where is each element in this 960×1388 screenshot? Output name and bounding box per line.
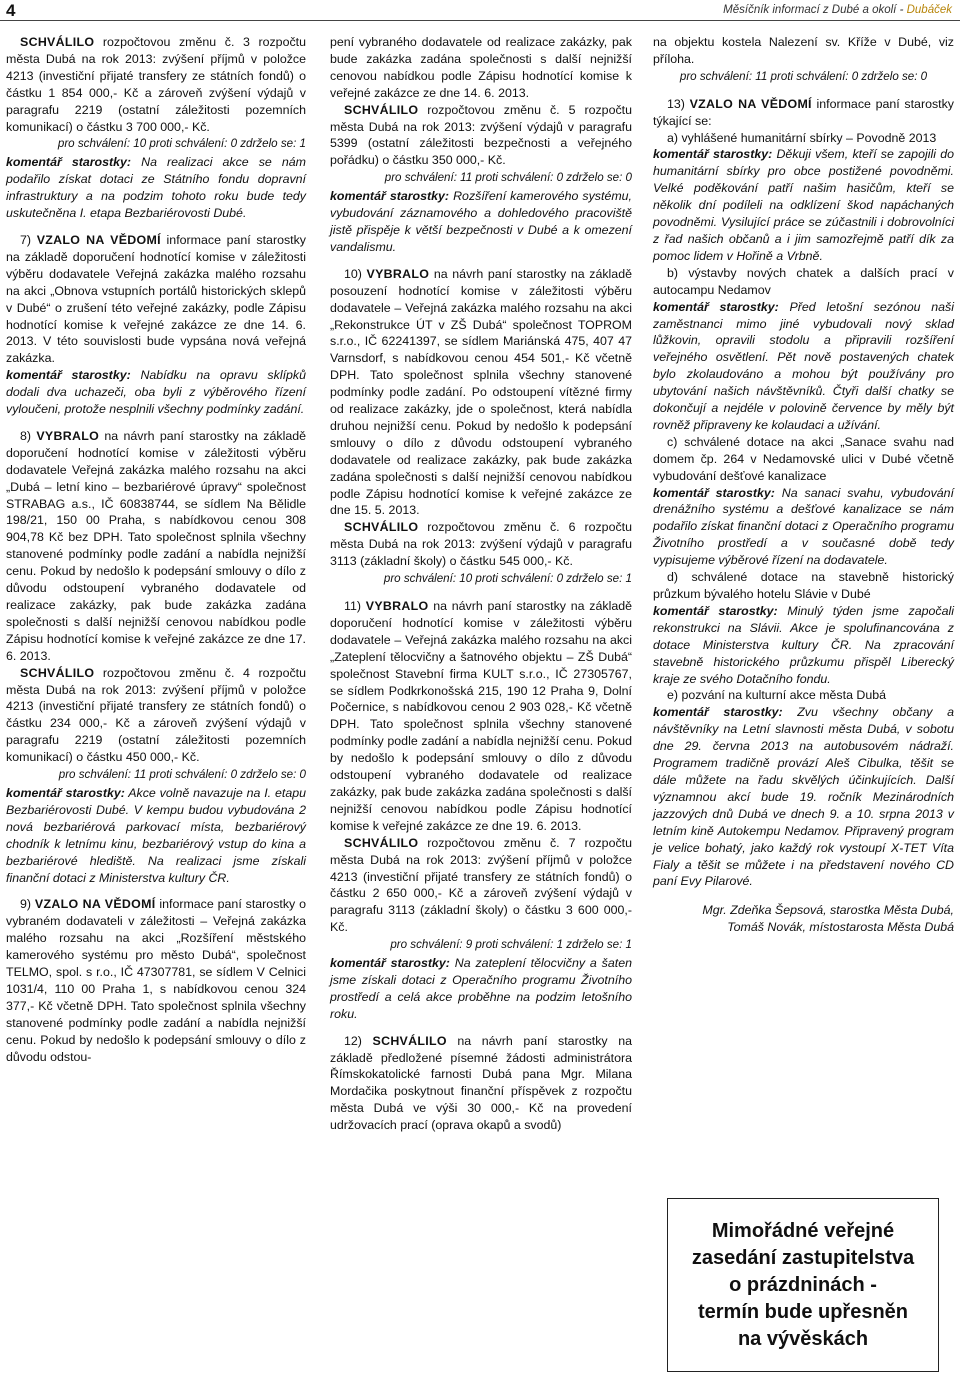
mayor-comment (6, 154, 306, 222)
keyword: SCHVÁLILO (344, 102, 419, 117)
keyword: VYBRALO (365, 599, 429, 613)
item-budget-change-3 (6, 34, 306, 135)
item-text: rozpočtovou změnu č. 7 rozpočtu města Dubá na rok 2013: zvýšení příjmů v položce 4213 (investiční přijaté transfery ze státních fondů) o částku 2 650 000,- Kč a zároveň zvýšení výdajů v paragrafu 3113 (základní školy) o částku 3 600 000,- Kč. (330, 835, 632, 935)
notice-line: Mimořádné veřejné (711, 1219, 895, 1242)
item-budget-change-4 (6, 665, 306, 766)
item-number: 9) (20, 897, 35, 912)
item-number: 7) (20, 232, 37, 247)
item-text: na návrh paní starostky na základě posouzení hodnotící komise v záležitosti výběru dodavatele – Veřejná zakázka malého rozsahu na akci „Rekonstrukce ÚT v ZŠ Dubá“ společnost TOPROM s.r.o., IČ 62241397, se sídlem Mariánská 475, 407 47 Varnsdorf, s nabídkovou cenou 454 501,- Kč včetně DPH. Tato společnost splnila všechny stanovené podmínky podle zadání. Po odstoupení vítězné firmy od realizace zakázky, jde o společnost, která nabídla druhou nejnižší cenu. Pokud by nedošlo k podepsání smlouvy o dílo z důvodu odstoupení vybraného dodavatele od realizace zakázky, pak bude zakázka zadána společnosti s další nejnižší cenovou nabídkou podle Zápisu hodnotící komise k veřejné zakázce ze dne 15. 5. 2013. (330, 266, 632, 518)
vote-result: pro schválení: 10 proti schválení: 0 zdrželo se: 1 (57, 137, 306, 151)
column-1 (6, 34, 306, 1065)
notice-line: termín bude upřesněn (697, 1300, 909, 1323)
comment-text: Děkuji všem, kteří se zapojili do humanitární sbírky pro obce postižené povodněmi. Velké poděkování patří našim hasičům, kteří se několik dní podíleli na odklízení škod napáchaných povodněmi. Vysilující práce se zúčastnili i dobrovolníci z řad našich občanů a i jim samozřejmě patří dík za pomoc lidem v Hořině a Vrbně. (653, 147, 954, 263)
keyword: VZALO NA VĚDOMÍ (689, 96, 812, 111)
mayor-comment (330, 955, 632, 1023)
keyword: VYBRALO (36, 428, 100, 443)
comment-label: komentář starostky: (653, 603, 778, 618)
item-12-continued: na objektu kostela Nalezení sv. Kříže v Dubé, viz příloha. (653, 35, 954, 66)
vote-result: pro schválení: 11 proti schválení: 0 zdrželo se: 0 (384, 171, 632, 185)
keyword: VZALO NA VĚDOMÍ (36, 232, 161, 247)
keyword: VYBRALO (366, 266, 430, 281)
item-9 (6, 896, 306, 1065)
column-2 (330, 34, 632, 1134)
keyword: SCHVÁLILO (344, 835, 419, 850)
subitem-b: b) výstavby nových chatek a dalších prací v autocampu Nedamov (653, 265, 954, 297)
item-text: rozpočtovou změnu č. 3 rozpočtu města Dubá na rok 2013: zvýšení příjmů v položce 4213 (investiční přijaté transfery ze státních fondů) o částku 1 854 000,- Kč a zároveň zvýšení výdajů v paragrafu 2219 (ostatní záležitosti pozemních komunikací) o částku 3 700 000,- Kč. (6, 35, 306, 134)
item-11 (330, 598, 632, 835)
item-text: informace paní starostky o vybraném dodavateli v záležitosti – Veřejná zakázka malého rozsahu na akci „Rozšíření městského kamerového systému pro město Dubá“, společnost TELMO, spol. s r.o., IČ 47307781, se sídlem V Celnici 1031/4, 110 00 Praha 1, s nabídkovou cenou 324 377,- Kč včetně DPH. Tato společnost splnila všechny stanovené podmínky podle zadání a nabídla nejnižší cenu. Pokud by nedošlo k podepsání smlouvy o dílo z důvodu odstou- (6, 897, 306, 1064)
notice-line: zasedání zastupitelstva (691, 1246, 915, 1269)
comment-text: Před letošní sezónou naši zaměstnanci mimo jiné vybudovali nový sklad lůžkovin, opravili stodolu a připravili rozšíření veřejného osvětlení. Pět nově postavených chatek bylo zkolaudováno a mohou být používány pro ubytování našich návštěvníků. Čtyři další chatky se dokončují a nejdéle v polovině července by měly být rovněž připraveny ke kolaudaci a užívání. (653, 299, 954, 432)
signature (653, 902, 954, 936)
comment-label: komentář starostky: (653, 485, 775, 500)
comment-label: komentář starostky: (330, 956, 450, 971)
comment-label: komentář starostky: (6, 368, 131, 383)
notice-box (667, 1198, 939, 1372)
page-number: 4 (6, 1, 16, 20)
item-budget-change-6 (330, 519, 632, 570)
mayor-comment (653, 704, 954, 890)
item-9-continued: pení vybraného dodavatele od realizace zakázky, pak bude zakázka zadána společnosti s další nejnižší cenovou nabídkou podle Zápisu hodnotící komise k veřejné zakázce ze dne 14. 6. 2013. (330, 35, 632, 100)
mayor-comment (330, 188, 632, 256)
item-budget-change-5 (330, 102, 632, 170)
keyword: SCHVÁLILO (372, 1033, 447, 1048)
item-12 (330, 1033, 632, 1134)
item-number: 11) (344, 599, 366, 613)
comment-label: komentář starostky: (653, 147, 773, 162)
comment-label: komentář starostky: (653, 299, 779, 314)
item-text: rozpočtovou změnu č. 5 rozpočtu města Dubá na rok 2013: zvýšení výdajů v paragrafu 5399 (ostatní záležitosti bezpečnosti a veřejného pořádku) o částku 350 000,- Kč. (330, 102, 632, 168)
comment-text: Na realizaci akce se nám podařilo získat dotaci ze Státního fondu dopravní infrastruktury a na podzim tohoto roku bude tedy uskutečněna I. etapa Bezbariérovosti Dubé. (6, 155, 306, 221)
vote-result: pro schválení: 11 proti schválení: 0 zdrželo se: 0 (58, 768, 306, 782)
mayor-comment (653, 146, 954, 264)
item-8 (6, 428, 306, 665)
mayor-comment (653, 603, 954, 688)
notice-line: o prázdninách - (729, 1273, 877, 1296)
item-number: 13) (667, 96, 690, 111)
keyword: SCHVÁLILO (20, 35, 95, 49)
item-text: na návrh paní starostky na základě předložené písemné žádosti administrátora Římskokatolické farnosti Dubá pana Mgr. Milana Mordačika poskytnout finanční příspěvek z rozpočtu města Dubá ve výši 30 000,- Kč na provedení udržovacích prací (oprava okapů a svodů) (330, 1033, 632, 1133)
comment-label: komentář starostky: (6, 785, 125, 800)
vote-result: pro schválení: 10 proti schválení: 0 zdrželo se: 1 (383, 572, 632, 586)
comment-text: Na sanaci svahu, vybudování drenážního systému a dešťové kanalizace se nám podařilo získat finanční dotaci z Operačního programu Životního prostředí a v současné době tedy vypisujeme výběrové řízení na dodavatele. (653, 485, 954, 568)
item-text: informace paní starostky týkající se: (653, 96, 954, 128)
vote-result: pro schválení: 9 proti schválení: 1 zdrželo se: 1 (390, 938, 632, 952)
signature-line-1: Mgr. Zdeňka Šepsová, starostka Města Dubá, (702, 903, 954, 918)
comment-text: Nabídku na opravu sklípků dodali dva uchazeči, oba byli z výběrového řízení vyloučeni, protože nesplnili všechny podmínky zadání. (6, 368, 306, 417)
comment-label: komentář starostky: (330, 189, 450, 204)
item-text: rozpočtovou změnu č. 6 rozpočtu města Dubá na rok 2013: zvýšení výdajů v paragrafu 3113 (základní školy) o částku 545 000,- Kč. (330, 520, 632, 569)
column-3 (653, 34, 954, 936)
comment-text: Akce volně navazuje na I. etapu Bezbariérovosti Dubé. V kempu budou vybudována 2 nová bezbariérová parkovací místa, bezbariérový chodník k letnímu kinu, bezbariérový vstup do kina a bezbariérové hlediště. Na realizaci jsme získali finanční dotaci z Ministerstva kultury ČR. (6, 785, 306, 885)
signature-line-2: Tomáš Novák, místostarosta Města Dubá (727, 920, 954, 935)
item-number: 12) (344, 1033, 373, 1048)
vote-result: pro schválení: 11 proti schválení: 0 zdrželo se: 0 (679, 69, 928, 83)
item-text: informace paní starostky na základě doporučení hodnotící komise v záležitosti výběru dodavatele Veřejná zakázka malého rozsahu na akci „Obnova vstupních portálů historických sklepů v Dubé“ o zrušení této veřejné zakázky, podle Zápisu hodnotící komise k veřejné zakázce ze dne 14. 6. 2013. V této souvislosti bude vypsána nová veřejná zakázka. (6, 232, 306, 366)
subitem-c: c) schválené dotace na akci „Sanace svahu nad domem čp. 264 v Nedamovské ulici v Dubé včetně vybudování dešťové kanalizace (653, 434, 954, 483)
page-header (0, 0, 960, 22)
comment-label: komentář starostky: (653, 705, 783, 720)
item-13 (653, 96, 954, 130)
running-title-brand: Dubáček (906, 4, 952, 16)
keyword: VZALO NA VĚDOMÍ (34, 897, 156, 912)
item-text: na návrh paní starostky na základě doporučení hodnotící komise v záležitosti výběru dodavatele – Veřejná zakázka malého rozsahu na akci „Zateplení tělocvičny a šatnového objektu – ZŠ Dubá“ společnost Stavební firma KULT s.r.o., IČ 27305767, se sídlem Podkrkonošská 215, 190 12 Praha 9, Dolní Počernice, s nabídkovou cenou 2 903 028,- Kč včetně DPH. Tato společnost splnila všechny stanovené podmínky podle zadání a nabídla nejnižší cenu. Pokud by nedošlo k podepsání smlouvy o dílo z důvodu odstoupení vybraného dodavatele od realizace zakázky, pak bude zakázka zadána společnosti s další nejnižší cenovou nabídkou podle Zápisu hodnotící komise k veřejné zakázce ze dne 19. 6. 2013. (330, 599, 632, 833)
item-text: na návrh paní starostky na základě doporučení hodnotící komise v záležitosti výběru dodavatele Veřejná zakázka malého rozsahu na akci „Dubá – letní kino – bezbariérové úpravy“ společnost STRABAG a.s., IČ 60838744, se sídlem Na Bělidle 198/21, 150 00 Praha, s nabídkovou cenou 308 904,78 Kč bez DPH. Tato společnost splnila všechny stanovené podmínky podle zadání a nabídla nejnižší cenu. Pokud by nedošlo k podepsání smlouvy o dílo z důvodu odstoupení vybraného dodavatele od realizace zakázky, pak bude zakázka zadána společnosti s další nejnižší cenovou nabídkou podle Zápisu hodnotící komise k veřejné zakázce ze dne 17. 6. 2013. (6, 428, 306, 663)
item-number: 8) (20, 428, 37, 443)
mayor-comment (6, 785, 306, 886)
comment-text: Zvu všechny občany a návštěvníky na Letní slavnosti města Dubá, v sobotu dne 29. června 2013 na autobusovém nádraží. Programem tradičně provází Aleš Cibulka, těšit se dále můžete na řadu skvělých účinkujících. Další významnou akcí bude 19. ročník Mezinárodních jazzových dnů Dubá ve dnech 9. a 10. srpna 2013 v letním kině Autokempu Nedamov. Připravený program je velice bohatý, jako každý rok vystoupí X-TET Víta Fialy a těšit se můžete i na představení nového CD paní Evy Pilarové. (653, 705, 954, 889)
running-title-text: Měsíčník informací z Dubé a okolí - (723, 4, 907, 16)
keyword: SCHVÁLILO (20, 665, 95, 680)
item-number: 10) (344, 266, 367, 281)
notice-line: na vývěskách (737, 1327, 869, 1350)
comment-text: Rozšíření kamerového systému, vybudování záznamového a dohledového pracoviště jistě přispěje k větší bezpečnosti v Dubé a k omezení vandalismu. (330, 189, 632, 254)
item-text: rozpočtovou změnu č. 4 rozpočtu města Dubá na rok 2013: zvýšení příjmů v položce 4213 (investiční přijaté transfery ze státních fondů) o částku 234 000,- Kč a zároveň zvýšení výdajů v paragrafu 2219 (ostatní záležitosti pozemních komunikací) o částku 450 000,- Kč. (6, 665, 306, 765)
item-budget-change-7 (330, 835, 632, 936)
header-rule (0, 20, 960, 21)
subitem-d: d) schválené dotace na stavebně historický průzkum bývalého hotelu Slávie v Dubé (653, 570, 954, 601)
comment-label: komentář starostky: (6, 155, 132, 170)
subitem-e: e) pozvání na kulturní akce města Dubá (667, 688, 887, 703)
item-10 (330, 266, 632, 520)
subitem-a: a) vyhlášené humanitární sbírky – Povodně 2013 (667, 130, 937, 145)
mayor-comment (653, 485, 954, 570)
comment-text: Minulý týden jsme započali rekonstrukci na Slávii. Akce je spolufinancována z dotace Ministerstva kultury ČR. Na zpracování stavebně historického průzkumu přispěl Liberecký kraje ze svého Dotačního fondu. (653, 603, 954, 686)
mayor-comment (6, 367, 306, 418)
keyword: SCHVÁLILO (344, 520, 419, 535)
comment-text: Na zateplení tělocvičny a šaten jsme získali dotaci z Operačního programu Životního prostředí a celá akce proběhne na podzim letošního roku. (330, 956, 632, 1021)
mayor-comment (653, 299, 954, 434)
running-title (723, 4, 952, 16)
item-7 (6, 232, 306, 367)
